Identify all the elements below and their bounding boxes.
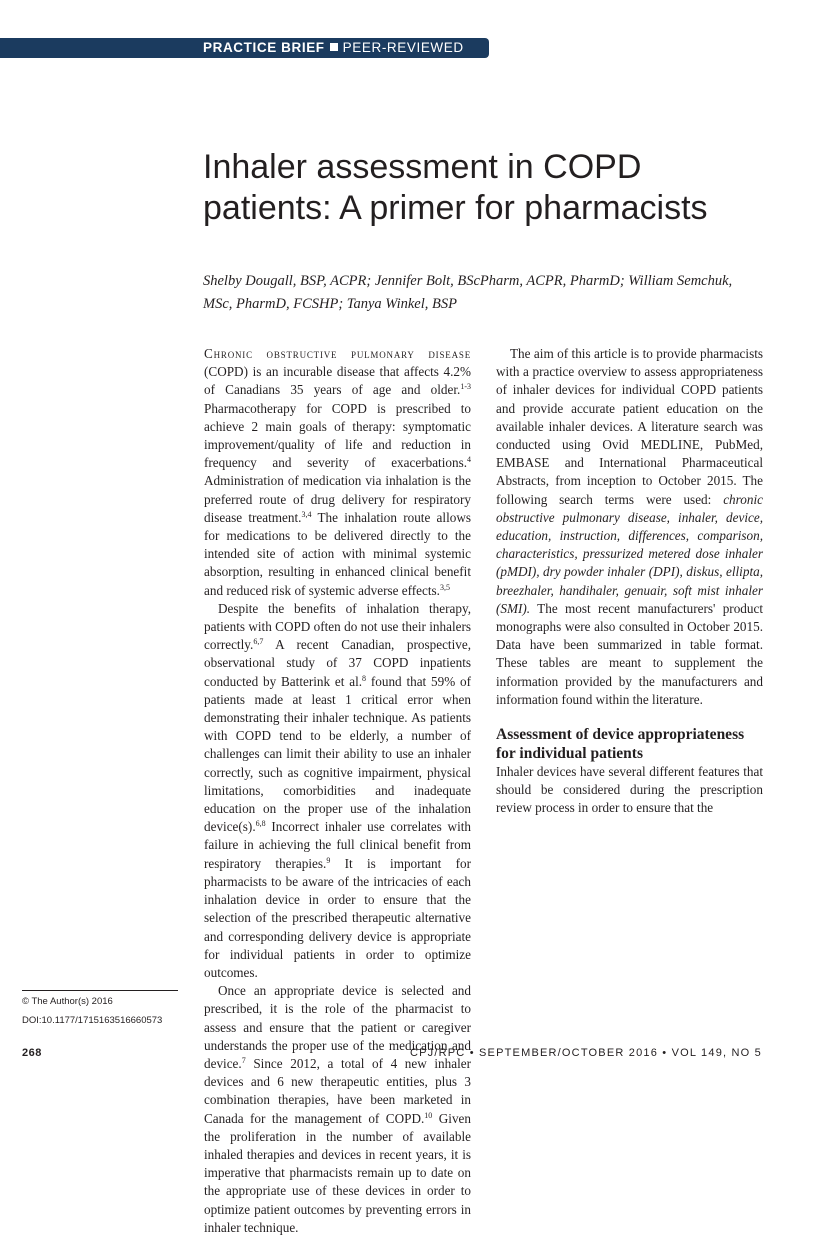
citation-ref: 4	[467, 455, 471, 465]
citation-ref: 1-3	[460, 382, 471, 392]
footnote-divider	[22, 990, 178, 991]
copyright-notice: © The Author(s) 2016	[22, 996, 113, 1007]
section-label-secondary: PEER-REVIEWED	[342, 40, 464, 55]
citation-ref: 6,7	[253, 637, 264, 647]
citation-ref: 9	[326, 855, 331, 865]
article-title	[203, 147, 783, 229]
section-label	[203, 40, 464, 56]
citation-ref: 7	[241, 1055, 246, 1065]
section-label-primary: PRACTICE BRIEF	[203, 40, 325, 55]
body-column-right	[496, 345, 763, 818]
page-number: 268	[22, 1047, 42, 1059]
journal-footer: CPJ/RPC • SEPTEMBER/OCTOBER 2016 • VOL 149, NO 5	[409, 1047, 762, 1059]
authors-line-1: Shelby Dougall, BSP, ACPR; Jennifer Bolt, BScPharm, ACPR, PharmD; William Semchuk,	[203, 273, 733, 289]
citation-ref: 3,5	[439, 582, 450, 592]
paragraph-assessment: Inhaler devices have several different features that should be considered during the prescription review process in order to ensure that the	[496, 764, 763, 816]
citation-ref: 3,4	[301, 509, 312, 519]
section-heading: Assessment of device appropriateness for individual patients	[496, 726, 745, 762]
body-column-left	[204, 345, 471, 1237]
authors-line-2: MSc, PharmD, FCSHP; Tanya Winkel, BSP	[203, 295, 457, 312]
square-bullet-icon	[330, 43, 338, 51]
paragraph-inhaler-errors: Despite the benefits of inhalation therapy, patients with COPD often do not use their inhalers correctly.$^{6,7}$ A recent Canadian, prospective, observational study of 37 COPD inpatients conducted by Batterink et al.$^8$ found that 59% of patients made at least 1 critical error when demonstrating their inhaler technique. As patients with COPD tend to be elderly, a number of challenges can limit their ability to use an inhaler correctly, such as cognitive impairment, physical limitations, comorbidities and inadequate education on the proper use of the inhalation device(s).$^{6,8}$ Incorrect inhaler use correlates with failure in achieving the full clinical benefit from respiratory therapies.$^9$ It is important for pharmacists to be aware of the intricacies of each inhalation device in order to ensure that the selection of the prescribed therapeutic alternative and corresponding delivery device is appropriate for individual patients in order to optimize outcomes.	[204, 600, 471, 980]
paragraph-pharmacist-role: Once an appropriate device is selected and prescribed, it is the role of the pharmacist to assess and ensure that the patient or caregiver understands the proper use of the medication and device.$^7$ Since 2012, a total of 4 new inhaler devices and 6 new therapeutic entities, plus 3 combination therapies, have been marketed in Canada for the management of COPD.$^{10}$ Given the proliferation in the number of available inhaled therapies and devices in recent years, it is imperative that pharmacists remain up to date on the appropriate use of these devices in order to optimize patient outcomes by preventing errors in inhaler technique.	[204, 983, 471, 1235]
doi-link[interactable]: DOI:10.1177/1715163516660573	[22, 1015, 163, 1026]
citation-ref: 8	[362, 673, 367, 683]
lead-in-text: Chronic obstructive pulmonary disease	[204, 346, 471, 361]
title-line-1: Inhaler assessment in COPD	[203, 148, 642, 186]
citation-ref: 10	[424, 1110, 433, 1120]
search-terms: chronic obstructive pulmonary disease, inhaler, device, education, instruction, differences, comparison, characteristics, pressurized metered dose inhaler (pMDI), dry powder inhaler (DPI), diskus, ellipta, breezhaler, handihaler, genuair, soft mist inhaler (SMI).	[496, 491, 763, 616]
citation-ref: 6,8	[255, 819, 266, 829]
author-list	[203, 270, 773, 315]
paragraph-intro: Chronic obstructive pulmonary disease (COPD) is an incurable disease that affects 4.2% of Canadians 35 years of age and older.$^{1-3}$ Pharmacotherapy for COPD is prescribed to achieve 2 main goals of therapy: symptomatic improvement/quality of life and reduction in frequency and severity of exacerbations.$^4$ Administration of medication via inhalation is the preferred route of drug delivery for respiratory disease treatment.$^{3,4}$ The inhalation route allows for medications to be delivered directly to the intended site of action with minimal systemic absorption, resulting in enhanced clinical benefit and reduced risk of systemic adverse effects.$^{3,5}$	[204, 346, 471, 598]
title-line-2: patients: A primer for pharmacists	[203, 189, 708, 227]
paragraph-aim: The aim of this article is to provide pharmacists with a practice overview to assess appropriateness of inhaler devices for individual COPD patients and provide accurate patient education on the available inhaler devices. A literature search was conducted using Ovid MEDLINE, PubMed, EMBASE and International Pharmaceutical Abstracts, from inception to October 2015. The following search terms were used: chronic obstructive pulmonary disease, inhaler, device, education, instruction, differences, comparison, characteristics, pressurized metered dose inhaler (pMDI), dry powder inhaler (DPI), diskus, ellipta, breezhaler, handihaler, genuair, soft mist inhaler (SMI). The most recent manufacturers' product monographs were also consulted in October 2015. Data have been summarized in table format. These tables are meant to supplement the information provided by the manufacturers and information found within the literature.	[496, 346, 763, 707]
